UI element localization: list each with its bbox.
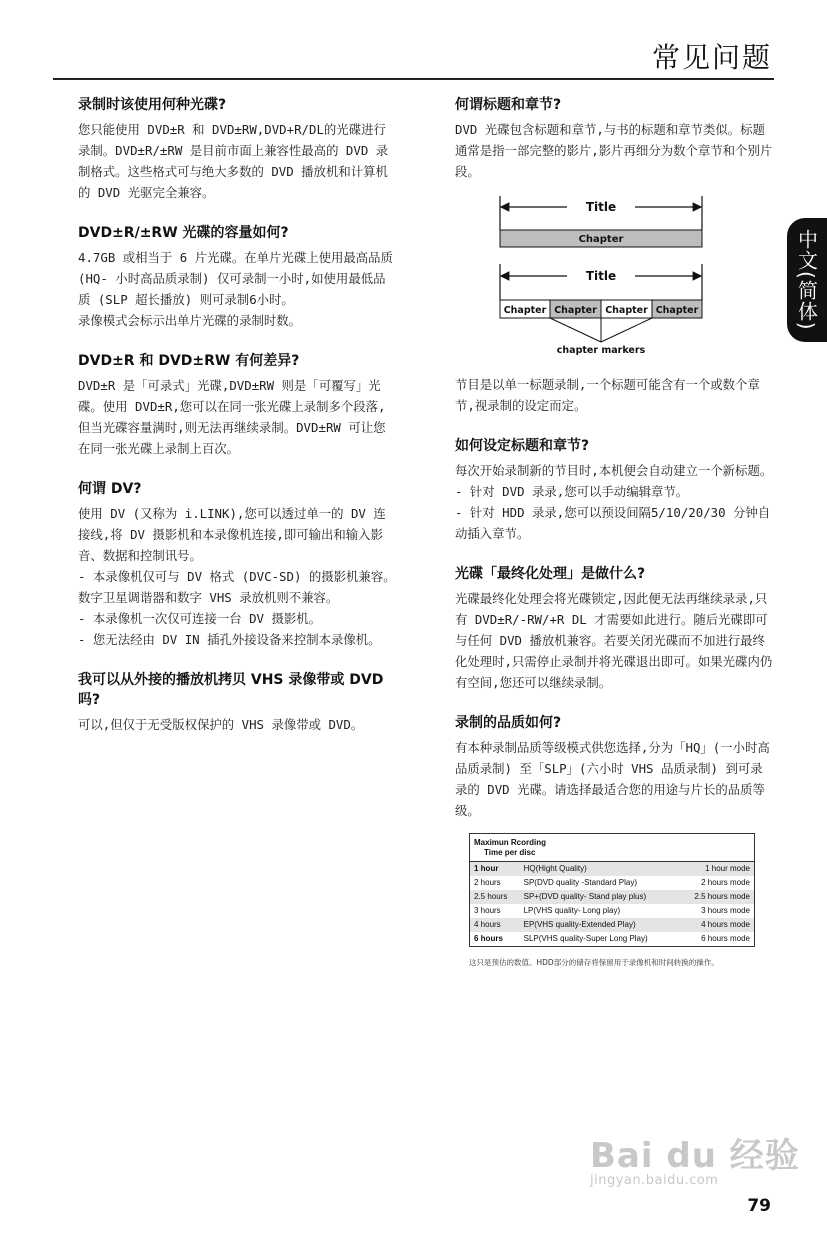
faq-heading: 录制的品质如何? xyxy=(455,715,562,731)
faq-section xyxy=(78,223,396,331)
faq-heading: 何谓 DV? xyxy=(78,481,142,497)
mode-cell: 1 hour mode xyxy=(678,862,755,877)
table-caption xyxy=(469,833,755,861)
time-cell: 3 hours xyxy=(474,906,501,915)
table-note: 这只是预估的数值。HDD部分的储存将保留用于录像机和时间转换的操作。 xyxy=(469,958,719,967)
quality-cell: SP+(DVD quality- Stand play plus) xyxy=(520,890,678,904)
faq-section xyxy=(78,479,396,650)
table-title: Maximun Rcording xyxy=(474,838,547,847)
time-cell: 6 hours xyxy=(474,934,503,943)
table-row xyxy=(470,890,755,904)
faq-section xyxy=(78,351,396,459)
faq-section xyxy=(78,95,396,203)
recording-time-table xyxy=(469,833,755,947)
faq-section xyxy=(455,713,773,821)
language-tab xyxy=(787,218,827,342)
mode-cell: 6 hours mode xyxy=(701,934,750,943)
table-body xyxy=(470,862,755,947)
faq-section xyxy=(455,374,773,416)
time-cell: 2 hours xyxy=(474,878,501,887)
quality-cell: HQ(Hight Quality) xyxy=(520,862,678,877)
mode-cell: 3 hours mode xyxy=(701,906,750,915)
title-divider xyxy=(53,78,774,80)
watermark-url: jingyan.baidu.com xyxy=(590,1173,719,1188)
faq-heading: 光碟「最终化处理」是做什么? xyxy=(455,566,646,582)
faq-body: 每次开始录制新的节目时,本机便会自动建立一个新标题。 - 针对 DVD 录录,您可以手动编辑章节。 - 针对 HDD 录录,您可以预设间隔5/10/20/30 分钟自动插入章节。 xyxy=(455,463,773,541)
faq-body: 使用 DV (又称为 i.LINK),您可以透过单一的 DV 连接线,将 DV 摄影机和本录像机连接,即可输出和输入影音、数据和控制讯号。 - 本录像机仅可与 DV 格式 (DVC-SD) 的摄影机兼容。数字卫星调谐器和数字 VHS 录放机则不兼容。 - 本录像机一次仅可连接一台 DV 摄影机。 - 您无法经由 DV IN 插孔外接设备来控制本录像机。 xyxy=(78,506,396,647)
chapter-bar-label: Chapter xyxy=(578,234,624,245)
faq-section xyxy=(455,436,773,544)
diagram-svg xyxy=(455,196,773,366)
marker-line xyxy=(550,318,601,342)
faq-body: DVD±R 是「可录式」光碟,DVD±RW 则是「可覆写」光碟。使用 DVD±R,您可以在同一张光碟上录制多个段落,但当光碟容量满时,则无法再继续录制。DVD±RW 可让您在同一张光碟上录制上百次。 xyxy=(78,378,386,456)
chapter-cell-label: Chapter xyxy=(503,305,547,316)
faq-heading: 录制时该使用何种光碟? xyxy=(78,97,227,113)
faq-body: 4.7GB 或相当于 6 片光碟。在单片光碟上使用最高品质 (HQ- 小时高品质录制) 仅可录制一小时,如使用最低品质 (SLP 超长播放) 则可录制6小时。 录像模式会标示出单片光碟的录制时数。 xyxy=(78,250,393,328)
table-subtitle: Time per disc xyxy=(484,848,536,857)
faq-heading: DVD±R/±RW 光碟的容量如何? xyxy=(78,225,289,241)
time-cell: 2.5 hours xyxy=(470,890,520,904)
chapter-cell-label: Chapter xyxy=(605,305,648,316)
watermark-logo: Bai du 经验 xyxy=(590,1136,800,1176)
watermark xyxy=(590,1128,800,1188)
table-row xyxy=(470,918,755,932)
page-number: 79 xyxy=(747,1196,771,1216)
mode-cell: 4 hours mode xyxy=(678,918,755,932)
chapter-cell-label: Chapter xyxy=(554,305,597,316)
table-row xyxy=(470,862,755,877)
faq-heading: 何谓标题和章节? xyxy=(455,97,562,113)
title-label-2: Title xyxy=(585,269,617,283)
faq-heading: 我可以从外接的播放机拷贝 VHS 录像带或 DVD 吗? xyxy=(78,672,384,708)
faq-section xyxy=(78,670,396,735)
mode-cell: 2.5 hours mode xyxy=(678,890,755,904)
faq-heading: 如何设定标题和章节? xyxy=(455,438,590,454)
title-label: Title xyxy=(585,200,617,214)
faq-section xyxy=(455,95,773,182)
chapter-markers-label: chapter markers xyxy=(556,345,646,356)
faq-body: 光碟最终化处理会将光碟锁定,因此便无法再继续录录,只有 DVD±R/-RW/+R DL 才需要如此进行。随后光碟即可与任何 DVD 播放机兼容。若要关闭光碟而不加进行最终化处理时,只需停止录制并将光碟退出即可。如果光碟内仍有空间,您还可以继续录制。 xyxy=(455,591,773,690)
marker-line xyxy=(601,318,652,342)
quality-cell: SLP(VHS quality-Super Long Play) xyxy=(523,934,648,943)
right-column xyxy=(455,95,773,968)
faq-body: 可以,但仅于无受版权保护的 VHS 录像带或 DVD。 xyxy=(78,717,364,732)
table-row xyxy=(470,876,755,890)
quality-cell: LP(VHS quality- Long play) xyxy=(523,906,621,915)
faq-body: 有本种录制品质等级模式供您选择,分为「HQ」(一小时高品质录制) 至「SLP」(六小时 VHS 品质录制) 到可录录的 DVD 光碟。请选择最适合您的用途与片长的品质等级。 xyxy=(455,740,770,818)
faq-body: 节目是以单一标题录制,一个标题可能含有一个或数个章节,视录制的设定而定。 xyxy=(455,377,760,413)
faq-body: DVD 光碟包含标题和章节,与书的标题和章节类似。标题通常是指一部完整的影片,影片再细分为数个章节和个别片段。 xyxy=(455,122,773,179)
table-row xyxy=(470,932,755,947)
title-chapter-diagram xyxy=(455,196,773,366)
language-tab-label: 中文(简体) xyxy=(794,229,819,331)
table-row xyxy=(470,904,755,918)
left-column xyxy=(78,95,396,755)
chapter-cell-label: Chapter xyxy=(655,305,699,316)
time-cell: 1 hour xyxy=(470,862,520,877)
quality-cell: SP(DVD quality -Standard Play) xyxy=(523,878,637,887)
page-title: 常见问题 xyxy=(651,41,772,74)
faq-section xyxy=(455,564,773,693)
faq-body: 您只能使用 DVD±R 和 DVD±RW,DVD+R/DL的光碟进行录制。DVD±R/±RW 是目前市面上兼容性最高的 DVD 录制格式。这些格式可与绝大多数的 DVD 播放机和计算机的 DVD 光驱完全兼容。 xyxy=(78,122,389,200)
mode-cell: 2 hours mode xyxy=(701,878,750,887)
faq-heading: DVD±R 和 DVD±RW 有何差异? xyxy=(78,353,300,369)
time-cell: 4 hours xyxy=(470,918,520,932)
quality-cell: EP(VHS quality-Extended Play) xyxy=(520,918,678,932)
